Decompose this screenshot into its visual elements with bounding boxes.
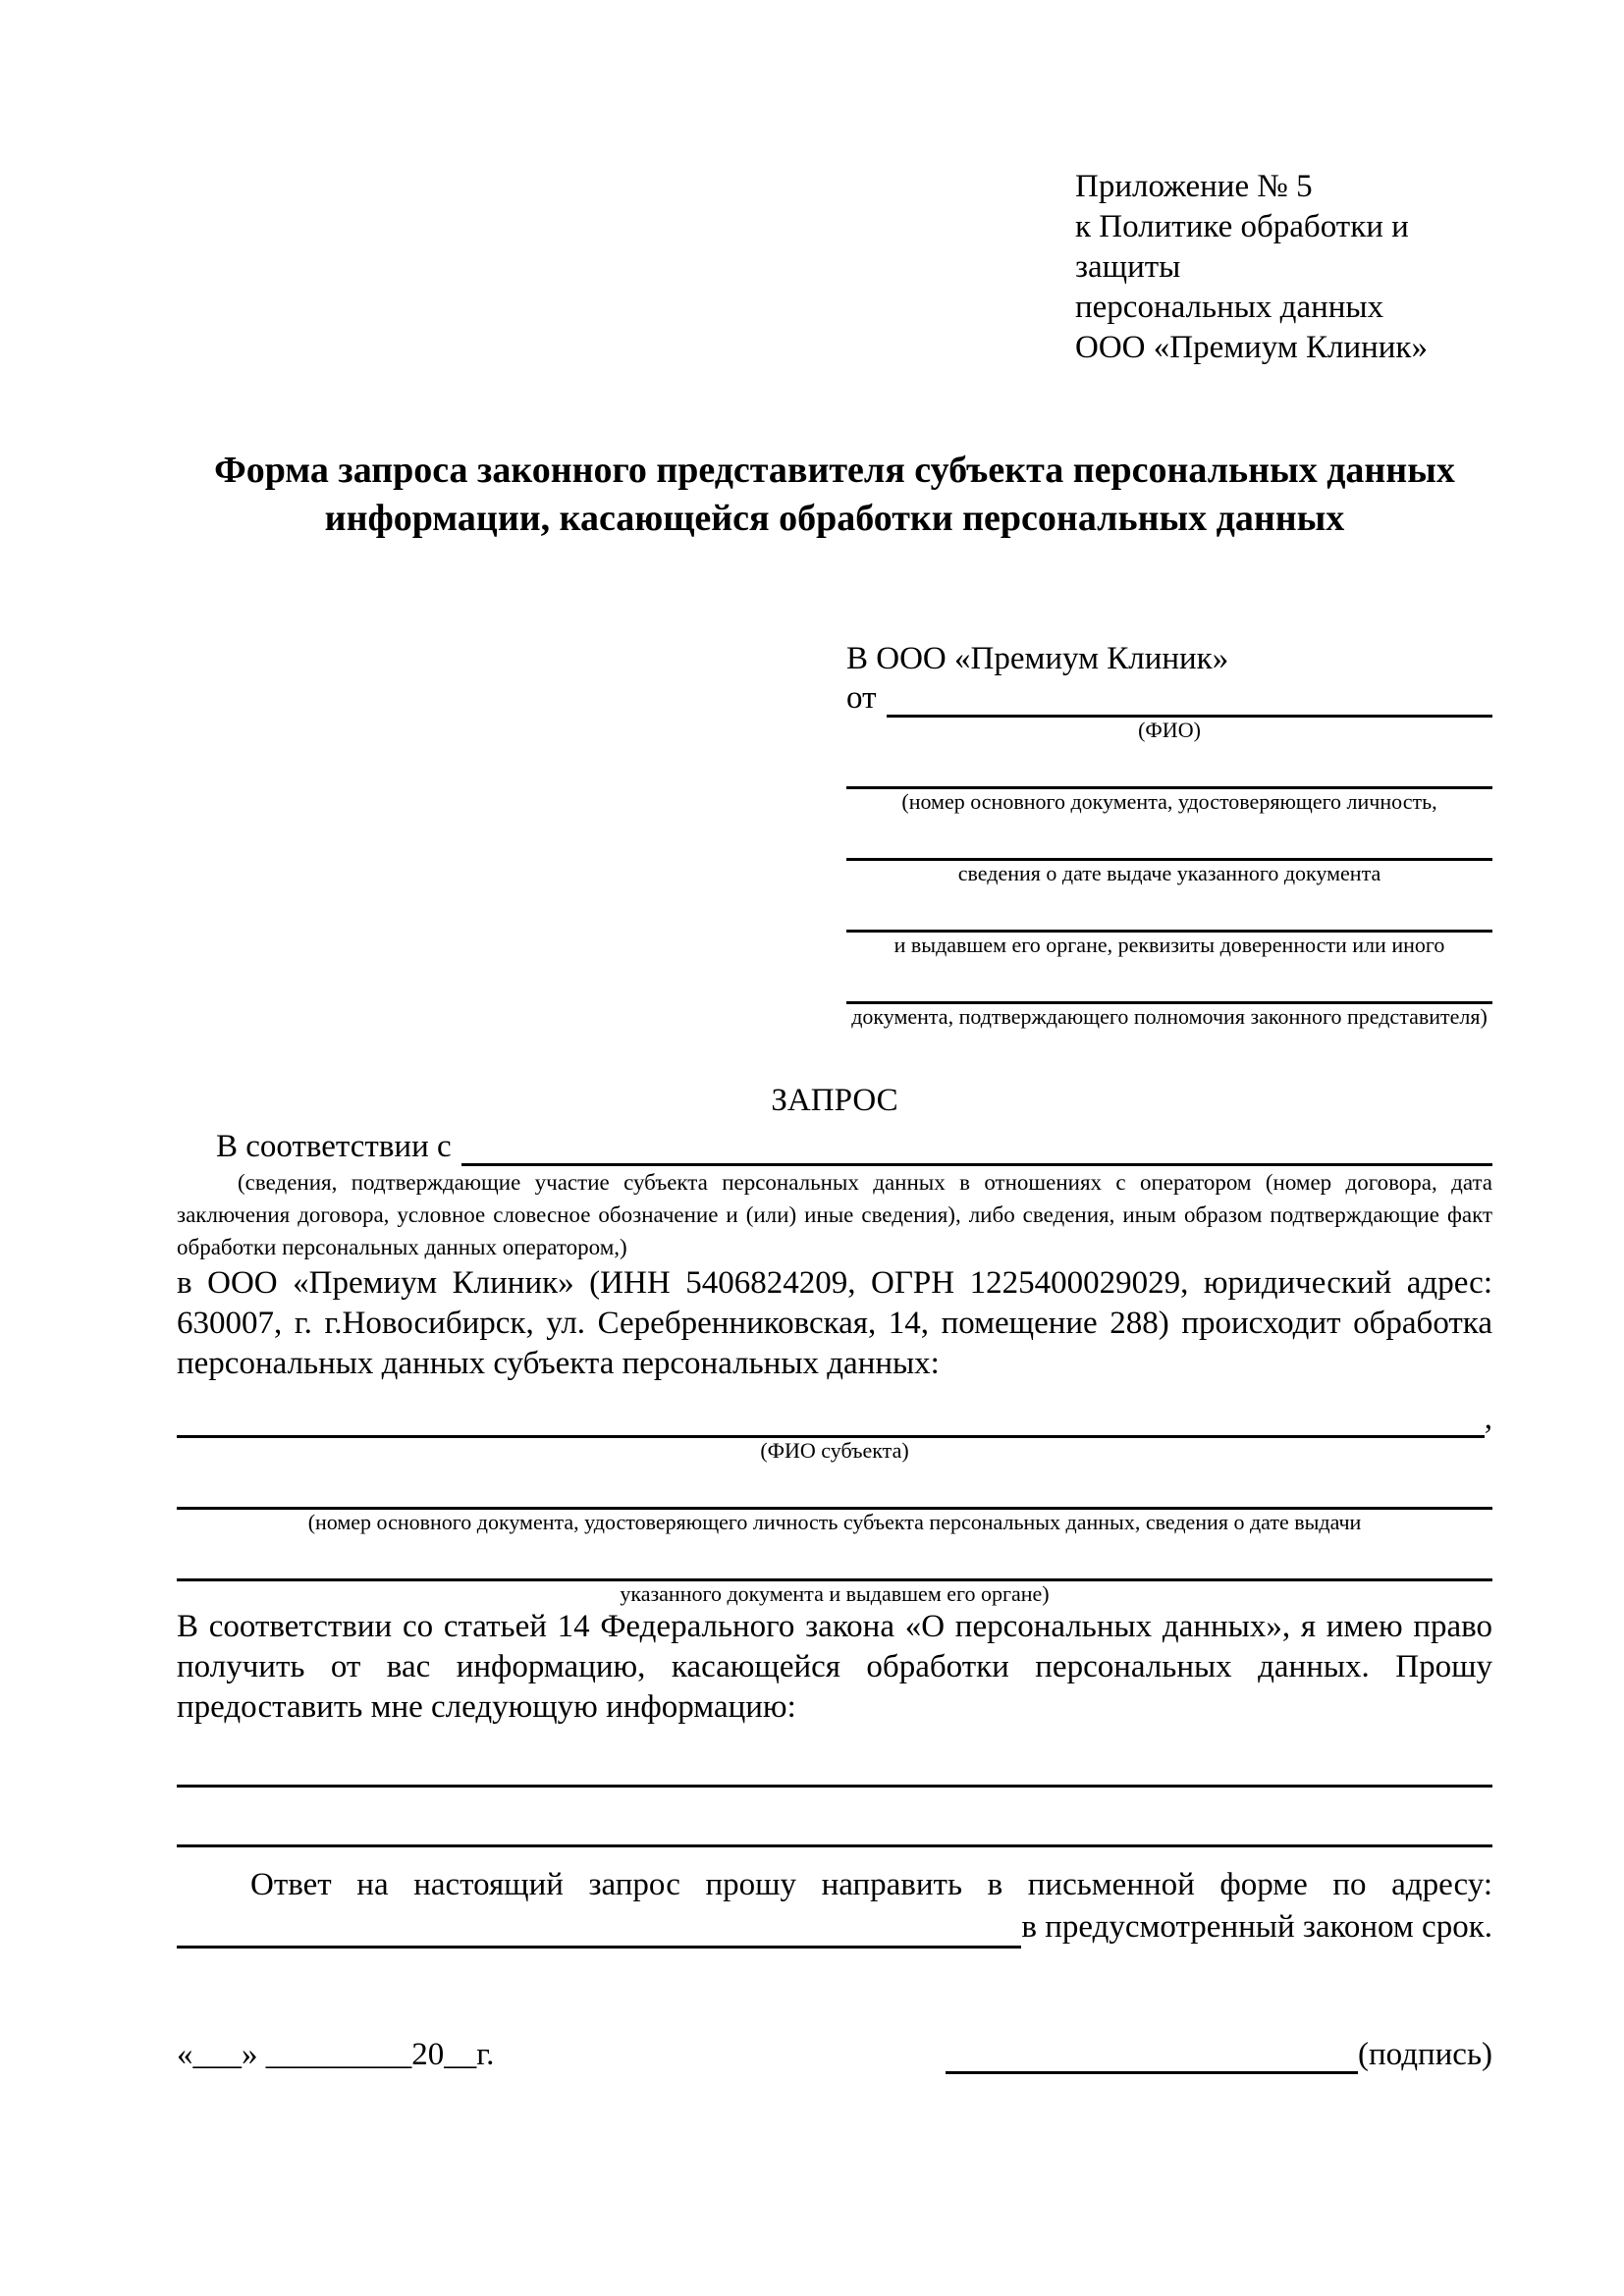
from-label: от	[846, 680, 877, 716]
from-blank-line	[887, 681, 1493, 718]
field-caption: документа, подтверждающего полномочия законного представителя)	[851, 1004, 1488, 1029]
address-blank-line	[177, 1910, 1021, 1949]
law-paragraph: В соответствии со статьей 14 Федерального закона «О персональных данных», я имею право получить от вас информацию, касающейся обработки персональных данных. Прошу предоставить мне следующую информацию:	[177, 1609, 1492, 1725]
field-caption: (номер основного документа, удостоверяющего личность,	[901, 789, 1437, 814]
signature-block	[946, 2035, 1492, 2074]
signature-caption: (подпись)	[1358, 2037, 1492, 2072]
date-line: «___» _________20__г.	[177, 2037, 495, 2072]
intro-label: В соответствии с	[216, 1129, 452, 1164]
representative-doc-field	[846, 743, 1492, 815]
appendix-line: персональных данных	[1075, 290, 1384, 325]
date-signature-row	[177, 2035, 1492, 2074]
document-title: Форма запроса законного представителя субъекта персональных данных информации, касающейся обработки персональных данных	[214, 450, 1455, 539]
appendix-block	[1075, 167, 1492, 368]
blank-line	[846, 958, 1492, 1004]
subject-doc-field	[177, 1464, 1492, 1535]
intro-blank-line	[461, 1130, 1492, 1166]
blank-line	[846, 815, 1492, 861]
addressee-to: В ООО «Премиум Клиник»	[846, 641, 1229, 676]
subject-doc-field	[177, 1535, 1492, 1607]
blank-line	[846, 743, 1492, 789]
addressee-block	[846, 639, 1492, 1030]
blank-line	[177, 1535, 1492, 1581]
field-caption: сведения о дате выдаче указанного документа	[957, 861, 1381, 885]
signature-blank-line	[946, 2038, 1358, 2074]
appendix-line: ООО «Премиум Клиник»	[1075, 330, 1428, 365]
subject-fio-row	[177, 1384, 1492, 1438]
answer-suffix: в предусмотренный законом срок.	[1021, 1909, 1492, 1945]
answer-paragraph-line1: Ответ на настоящий запрос прошу направить в письменной форме по адресу:	[250, 1867, 1492, 1902]
subject-fio-blank-line	[177, 1384, 1485, 1438]
appendix-line: к Политике обработки и защиты	[1075, 209, 1409, 285]
field-caption: (номер основного документа, удостоверяющего личность субъекта персональных данных, сведения о дате выдачи	[307, 1510, 1362, 1534]
subject-fio-comma: ,	[1484, 1401, 1492, 1436]
blank-line	[177, 1728, 1492, 1788]
representative-doc-field	[846, 886, 1492, 958]
field-caption: и выдавшем его органе, реквизиты доверенности или иного	[893, 933, 1445, 957]
appendix-line: Приложение № 5	[1075, 169, 1313, 204]
intro-row	[177, 1127, 1492, 1166]
blank-line	[177, 1464, 1492, 1510]
operator-paragraph: в ООО «Премиум Клиник» (ИНН 5406824209, ОГРН 1225400029029, юридический адрес: 630007, г. г.Новосибирск, ул. Серебренниковская, 14, помещение 288) происходит обработка персональных данных субъекта персональных данных:	[177, 1265, 1492, 1381]
blank-line	[177, 1788, 1492, 1847]
subject-fio-caption: (ФИО субъекта)	[760, 1438, 909, 1463]
from-row	[846, 678, 1492, 718]
field-caption: указанного документа и выдавшем его органе)	[620, 1581, 1050, 1606]
representative-doc-field	[846, 958, 1492, 1030]
request-heading: ЗАПРОС	[771, 1083, 898, 1118]
answer-paragraph-line2	[177, 1905, 1492, 1949]
intro-note: (сведения, подтверждающие участие субъекта персональных данных в отношениях с оператором (номер договора, дата заключения договора, условное словесное обозначение и (или) иные сведения), либо сведения, иным образом подтверждающие факт обработки персональных данных оператором,)	[177, 1170, 1492, 1259]
blank-line	[846, 886, 1492, 933]
representative-doc-field	[846, 815, 1492, 886]
fio-caption: (ФИО)	[1138, 718, 1201, 742]
